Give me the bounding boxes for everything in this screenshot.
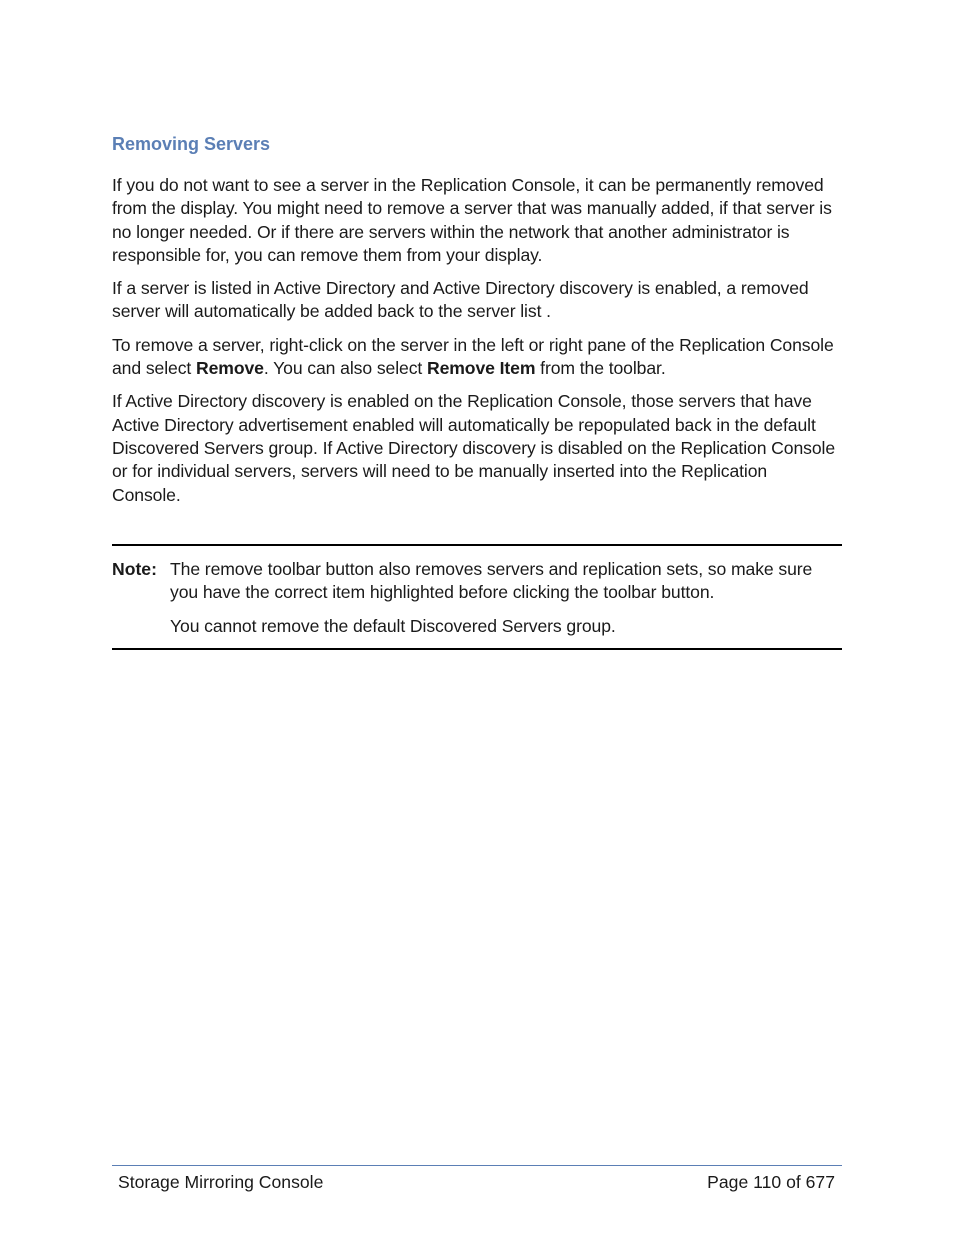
- paragraph-active-directory: If a server is listed in Active Directory and Active Directory discovery is enabled, a removed server will automatically be added back to the server list .: [112, 278, 809, 322]
- note-content: [170, 558, 842, 648]
- note-box: [112, 544, 842, 650]
- section-body: [112, 174, 840, 517]
- footer-document-title: Storage Mirroring Console: [118, 1172, 324, 1192]
- remove-instructions-text-2: . You can also select: [263, 358, 427, 379]
- remove-menu-term: Remove: [196, 358, 264, 379]
- remove-item-term: Remove Item: [426, 358, 536, 379]
- paragraph-repopulate: If Active Directory discovery is enabled on the Replication Console, those servers that have Active Directory advertisement enabled will automatically be repopulated back in the default Discovered Servers group. If Active Directory discovery is disabled on the Replication Console or for individual servers, servers will need to be manually inserted into the Replication Console.: [112, 391, 836, 505]
- paragraph-remove-instructions: [112, 334, 840, 381]
- remove-instructions-text-1: To remove a server, right-click on the server in the left or right pane of the Replication Console and select: [112, 334, 834, 379]
- note-line-toolbar: The remove toolbar button also removes servers and replication sets, so make sure you have the correct item highlighted before clicking the toolbar button.: [170, 559, 813, 603]
- note-line-default-group: You cannot remove the default Discovered Servers group.: [170, 615, 616, 636]
- note-label: Note:: [112, 559, 157, 579]
- paragraph-intro: If you do not want to see a server in the Replication Console, it can be permanently removed from the display. You might need to remove a server that was manually added, if that server is no longer needed. Or if there are servers within the network that another administrator is responsible for, you can remove them from your display.: [112, 175, 832, 265]
- footer-divider: [112, 1165, 842, 1166]
- section-heading: Removing Servers: [112, 134, 271, 154]
- remove-instructions-text-3: from the toolbar.: [535, 358, 666, 379]
- footer-page-number: Page 110 of 677: [707, 1172, 835, 1192]
